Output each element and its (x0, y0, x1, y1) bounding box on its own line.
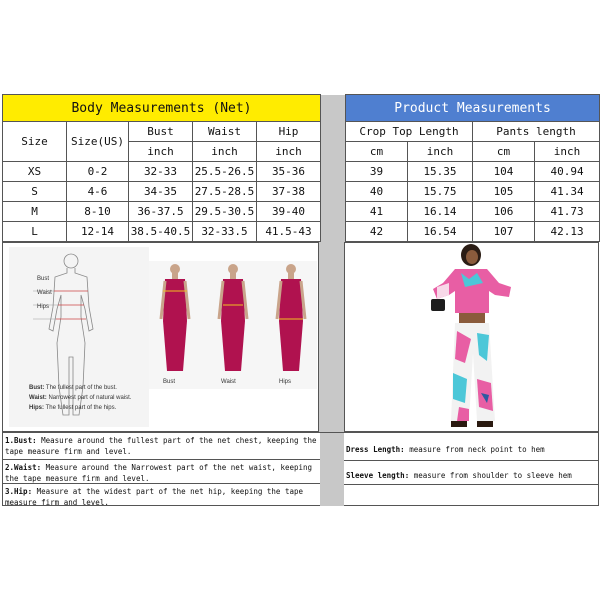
note-desc: Measure at the widest part of the net hip, keeping the tape measure firm and level. (5, 487, 304, 507)
table-gap (321, 142, 346, 162)
unit-hip: inch (257, 142, 321, 162)
note-bust (3, 433, 320, 460)
notes-divider (344, 460, 598, 461)
col-header-bust: Bust (129, 122, 193, 142)
cell-size-us: 0-2 (67, 162, 129, 182)
table-row (3, 222, 600, 242)
note-term: 2.Waist: (5, 463, 42, 472)
dress-label-bust: Bust (163, 379, 176, 385)
cell-pants-inch: 42.13 (535, 222, 600, 242)
unit-bust: inch (129, 142, 193, 162)
product-photo-panel (344, 242, 599, 432)
cell-pants-cm: 107 (473, 222, 535, 242)
caption-desc: The fullest part of the bust. (45, 385, 117, 391)
cell-bust: 34-35 (129, 182, 193, 202)
col-header-pants-length: Pants length (473, 122, 600, 142)
caption-term: Hips: (29, 405, 44, 411)
cell-size-us: 4-6 (67, 182, 129, 202)
cell-bust: 32-33 (129, 162, 193, 182)
note-desc: Measure around the Narrowest part of the net waist, keeping the tape measure firm and level. (5, 463, 313, 483)
unit-crop-inch: inch (408, 142, 473, 162)
panel-gap (319, 242, 344, 432)
col-header-hip: Hip (257, 122, 321, 142)
cell-pants-inch: 40.94 (535, 162, 600, 182)
cell-hip: 37-38 (257, 182, 321, 202)
notes-divider (344, 484, 598, 485)
cell-crop-cm: 41 (346, 202, 408, 222)
cell-hip: 41.5-43 (257, 222, 321, 242)
cell-size-us: 12-14 (67, 222, 129, 242)
note-term: Sleeve length: (346, 471, 410, 480)
note-term: 3.Hip: (5, 487, 33, 496)
col-header-crop-top-length: Crop Top Length (346, 122, 473, 142)
table-row (3, 182, 600, 202)
cell-pants-inch: 41.34 (535, 182, 600, 202)
cell-crop-cm: 42 (346, 222, 408, 242)
cell-pants-cm: 105 (473, 182, 535, 202)
caption-term: Bust: (29, 385, 45, 391)
notes-gap (320, 433, 344, 506)
note-sleeve-length (344, 468, 598, 488)
right-notes (344, 432, 599, 506)
diagram-label-bust: Bust (37, 276, 50, 282)
product-measurements-title: Product Measurements (346, 95, 600, 122)
cell-size-us: 8-10 (67, 202, 129, 222)
note-dress-length (344, 442, 598, 462)
table-gap (321, 202, 346, 222)
product-photo (425, 243, 525, 431)
diagram-label-hips: Hips (37, 304, 50, 310)
dress-figures-diagram (149, 261, 317, 389)
col-header-size: Size (3, 122, 67, 162)
cell-crop-cm: 40 (346, 182, 408, 202)
table-gap (321, 182, 346, 202)
left-notes (2, 432, 344, 506)
size-chart-table (2, 94, 600, 242)
cell-waist: 32-33.5 (193, 222, 257, 242)
table-row (3, 162, 600, 182)
cell-size: S (3, 182, 67, 202)
unit-waist: inch (193, 142, 257, 162)
table-gap (321, 122, 346, 142)
cell-size: M (3, 202, 67, 222)
cell-pants-inch: 41.73 (535, 202, 600, 222)
cell-pants-cm: 106 (473, 202, 535, 222)
cell-size: L (3, 222, 67, 242)
cell-crop-inch: 15.75 (408, 182, 473, 202)
cell-waist: 27.5-28.5 (193, 182, 257, 202)
note-desc: measure from shoulder to sleeve hem (413, 471, 572, 480)
diagram-captions (29, 383, 132, 413)
body-measurements-title: Body Measurements (Net) (3, 95, 321, 122)
caption-desc: The fullest part of the hips. (45, 405, 117, 411)
caption-desc: Narrowest part of natural waist. (48, 395, 132, 401)
cell-crop-inch: 16.14 (408, 202, 473, 222)
cell-hip: 35-36 (257, 162, 321, 182)
diagram-label-waist: Waist (37, 290, 52, 296)
note-term: 1.Bust: (5, 436, 37, 445)
note-desc: Measure around the fullest part of the net chest, keeping the tape measure firm and level. (5, 436, 317, 456)
note-hip (3, 484, 320, 506)
cell-hip: 39-40 (257, 202, 321, 222)
cell-bust: 38.5-40.5 (129, 222, 193, 242)
unit-crop-cm: cm (346, 142, 408, 162)
caption-term: Waist: (29, 395, 47, 401)
unit-pants-cm: cm (473, 142, 535, 162)
col-header-size-us: Size(US) (67, 122, 129, 162)
cell-crop-cm: 39 (346, 162, 408, 182)
col-header-waist: Waist (193, 122, 257, 142)
dress-label-hips: Hips (279, 379, 292, 385)
unit-pants-inch: inch (535, 142, 600, 162)
dress-label-waist: Waist (221, 379, 236, 385)
cell-crop-inch: 15.35 (408, 162, 473, 182)
cell-waist: 29.5-30.5 (193, 202, 257, 222)
cell-waist: 25.5-26.5 (193, 162, 257, 182)
note-desc: measure from neck point to hem (409, 445, 545, 454)
table-gap (321, 95, 346, 122)
left-image-panel (2, 242, 319, 432)
table-gap (321, 222, 346, 242)
note-term: Dress Length: (346, 445, 405, 454)
table-row (3, 202, 600, 222)
cell-crop-inch: 16.54 (408, 222, 473, 242)
cell-size: XS (3, 162, 67, 182)
cell-pants-cm: 104 (473, 162, 535, 182)
table-gap (321, 162, 346, 182)
note-waist (3, 460, 320, 484)
cell-bust: 36-37.5 (129, 202, 193, 222)
